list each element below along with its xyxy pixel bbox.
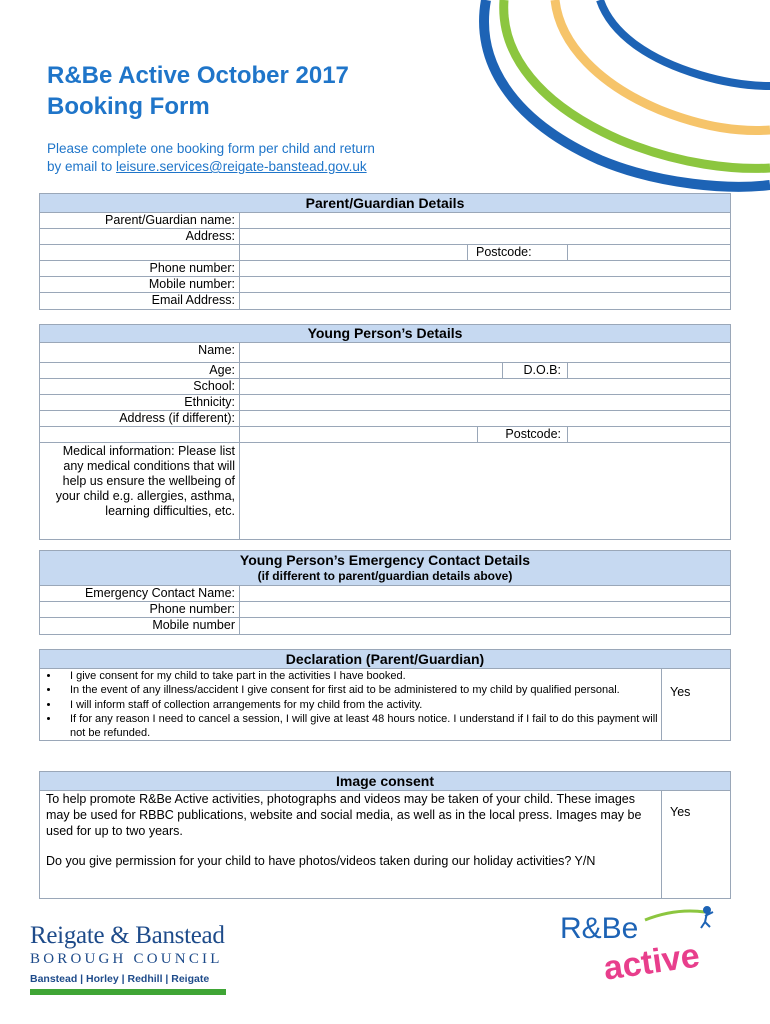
- intro-prefix: by email to: [47, 159, 117, 174]
- parent-email-row: [40, 293, 730, 309]
- emergency-mobile-label: Mobile number: [40, 618, 240, 634]
- young-dob-label: D.O.B:: [502, 363, 567, 378]
- young-postcode-field[interactable]: [567, 427, 730, 442]
- parent-address-cont: [40, 245, 240, 260]
- title-line-2: Booking Form: [47, 93, 210, 120]
- young-age-label: Age:: [40, 363, 240, 378]
- emergency-name-field[interactable]: [240, 586, 730, 601]
- young-address-cont: [40, 427, 240, 442]
- council-logo-line-1: Reigate & Banstead: [30, 922, 225, 949]
- parent-guardian-header: Parent/Guardian Details: [40, 194, 730, 213]
- image-consent-para-2: Do you give permission for your child to have photos/videos taken during our holiday activities? Y/N: [46, 854, 596, 868]
- council-logo-bar: [30, 989, 226, 995]
- emergency-phone-row: [40, 602, 730, 618]
- young-dob-field[interactable]: [567, 363, 730, 378]
- email-link[interactable]: leisure.services@reigate-banstead.gov.uk: [116, 159, 367, 174]
- page-title: [47, 60, 349, 122]
- parent-postcode-label: Postcode:: [467, 245, 567, 260]
- young-ethnicity-label: Ethnicity:: [40, 395, 240, 410]
- declaration-list: [40, 669, 662, 740]
- rbe-active-logo: [555, 900, 735, 990]
- intro-text: [47, 140, 375, 176]
- title-line-1: R&Be Active October 2017: [47, 62, 349, 89]
- parent-phone-label: Phone number:: [40, 261, 240, 276]
- young-medical-label: Medical information: Please list any medical conditions that will help us ensure the wellbeing of your child e.g. allergies, asthma, learning difficulties, etc.: [40, 443, 240, 539]
- declaration-body: [40, 669, 730, 740]
- rbe-logo-bottom: active: [601, 936, 702, 988]
- young-person-section: [39, 324, 731, 540]
- council-logo-line-2: BOROUGH COUNCIL: [30, 951, 223, 967]
- parent-phone-field[interactable]: [240, 261, 730, 276]
- parent-mobile-label: Mobile number:: [40, 277, 240, 292]
- young-age-row: [40, 363, 730, 379]
- young-person-header: Young Person’s Details: [40, 325, 730, 343]
- young-address-field-2[interactable]: [240, 427, 477, 442]
- parent-address-field-2[interactable]: [240, 245, 467, 260]
- declaration-section: [39, 649, 731, 741]
- parent-name-row: [40, 213, 730, 229]
- emergency-header: [40, 551, 730, 586]
- emergency-phone-label: Phone number:: [40, 602, 240, 617]
- image-consent-section: [39, 771, 731, 899]
- young-school-row: [40, 379, 730, 395]
- declaration-item: • I give consent for my child to take part in the activities I have booked.: [60, 669, 661, 683]
- emergency-title: Young Person’s Emergency Contact Details: [239, 552, 531, 568]
- parent-guardian-section: [39, 193, 731, 310]
- image-consent-text: [40, 791, 662, 898]
- intro-line-2: [47, 158, 375, 176]
- young-address-label: Address (if different):: [40, 411, 240, 426]
- young-postcode-label: Postcode:: [477, 427, 567, 442]
- young-ethnicity-field[interactable]: [240, 395, 730, 410]
- image-consent-header: Image consent: [40, 772, 730, 791]
- young-medical-row: [40, 443, 730, 539]
- young-school-label: School:: [40, 379, 240, 394]
- rbe-logo-top: R&Be: [560, 912, 639, 945]
- young-name-row: [40, 343, 730, 363]
- parent-email-field[interactable]: [240, 293, 730, 309]
- declaration-answer[interactable]: Yes: [670, 685, 691, 699]
- council-logo: [30, 922, 226, 995]
- emergency-phone-field[interactable]: [240, 602, 730, 617]
- parent-phone-row: [40, 261, 730, 277]
- emergency-contact-section: [39, 550, 731, 635]
- young-age-field[interactable]: [240, 363, 502, 378]
- young-address-row: [40, 411, 730, 427]
- image-consent-answer[interactable]: Yes: [670, 805, 691, 819]
- stick-figure-icon: [701, 907, 713, 928]
- parent-mobile-field[interactable]: [240, 277, 730, 292]
- young-medical-field[interactable]: [240, 443, 730, 539]
- young-ethnicity-row: [40, 395, 730, 411]
- young-school-field[interactable]: [240, 379, 730, 394]
- declaration-header: Declaration (Parent/Guardian): [40, 650, 730, 669]
- emergency-mobile-field[interactable]: [240, 618, 730, 634]
- emergency-subtitle: (if different to parent/guardian details above): [257, 569, 513, 583]
- emergency-name-label: Emergency Contact Name:: [40, 586, 240, 601]
- emergency-mobile-row: [40, 618, 730, 634]
- parent-address-field[interactable]: [240, 229, 730, 244]
- emergency-name-row: [40, 586, 730, 602]
- young-postcode-row: [40, 427, 730, 443]
- parent-postcode-field[interactable]: [567, 245, 730, 260]
- intro-line-1: Please complete one booking form per child and return: [47, 141, 375, 156]
- parent-name-field[interactable]: [240, 213, 730, 228]
- parent-address-label: Address:: [40, 229, 240, 244]
- parent-address-row: [40, 229, 730, 245]
- declaration-item: • If for any reason I need to cancel a session, I will give at least 48 hours notice. I understand if I fail to do this payment will not be refunded.: [60, 712, 661, 741]
- declaration-item: • I will inform staff of collection arrangements for my child from the activity.: [60, 698, 661, 712]
- council-logo-line-3: Banstead | Horley | Redhill | Reigate: [30, 973, 210, 985]
- parent-name-label: Parent/Guardian name:: [40, 213, 240, 228]
- young-address-field[interactable]: [240, 411, 730, 426]
- parent-mobile-row: [40, 277, 730, 293]
- declaration-item: • In the event of any illness/accident I give consent for first aid to be administered to my child by qualified personal.: [60, 683, 661, 697]
- young-name-label: Name:: [40, 343, 240, 362]
- image-consent-body: [40, 791, 730, 898]
- parent-email-label: Email Address:: [40, 293, 240, 309]
- young-name-field[interactable]: [240, 343, 730, 362]
- swoosh-icon: [645, 911, 705, 920]
- image-consent-para-1: To help promote R&Be Active activities, photographs and videos may be taken of your child. These images may be used for RBBC publications, website and social media, as well as in the local press. Images may be used for up to two years.: [46, 792, 642, 838]
- parent-postcode-row: [40, 245, 730, 261]
